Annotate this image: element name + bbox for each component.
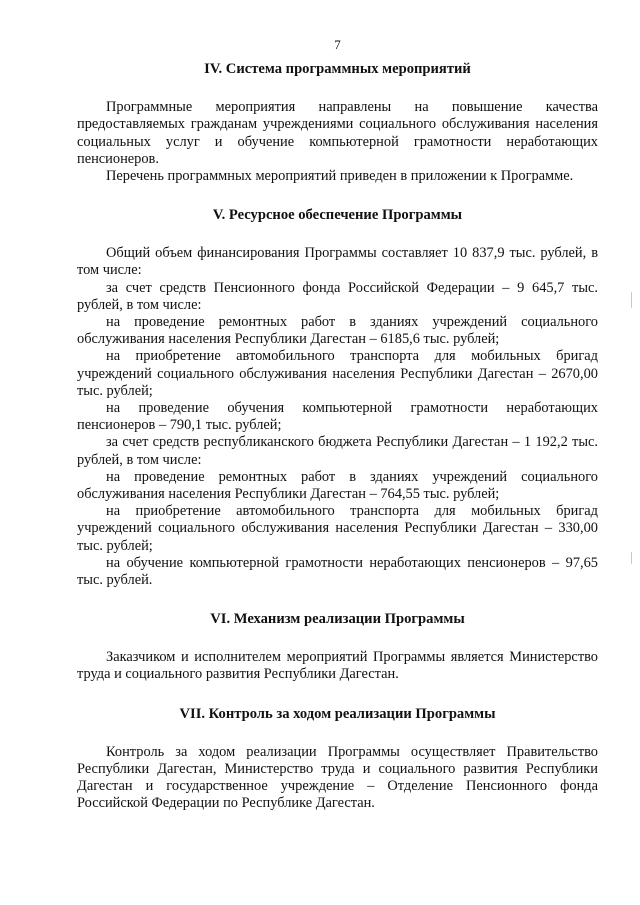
scan-mark: [631, 292, 632, 308]
scan-mark: [631, 552, 632, 564]
paragraph: на проведение ремонтных работ в зданиях учреждений социального обслуживания населения Республики Дагестан – 6185,6 тыс. рублей;: [77, 314, 598, 348]
paragraph: Контроль за ходом реализации Программы осуществляет Правительство Республики Дагестан, Министерство труда и социального развития Республики Дагестан и государственное учреждение – Отделение Пенсионного фонда Российской Федерации по Республике Дагестан.: [77, 743, 598, 812]
document-page: [77, 36, 598, 813]
section-heading: IV. Система программных мероприятий: [204, 61, 471, 78]
paragraph: Программные мероприятия направлены на повышение качества предоставляемых гражданам учреждениями социального обслуживания населения социальных услуг и обучение компьютерной грамотности неработающих пенсионеров.: [77, 99, 598, 167]
paragraph: Общий объем финансирования Программы составляет 10 837,9 тыс. рублей, в том числе:: [77, 245, 598, 279]
paragraph: Перечень программных мероприятий приведен в приложении к Программе.: [106, 168, 574, 185]
section-heading: VII. Контроль за ходом реализации Программы: [179, 705, 496, 722]
paragraph: на проведение ремонтных работ в зданиях учреждений социального обслуживания населения Республики Дагестан – 764,55 тыс. рублей;: [77, 468, 598, 503]
section-heading: V. Ресурсное обеспечение Программы: [212, 207, 463, 224]
section-vi: [77, 611, 598, 683]
section-vii: [77, 706, 598, 813]
paragraph: на проведение обучения компьютерной грамотности неработающих пенсионеров – 790,1 тыс. рублей;: [77, 400, 598, 434]
paragraph: Заказчиком и исполнителем мероприятий Программы является Министерство труда и социального развития Республики Дагестан.: [77, 649, 598, 683]
section-heading: VI. Механизм реализации Программы: [210, 611, 465, 628]
section-v: [77, 207, 598, 589]
paragraph: на приобретение автомобильного транспорта для мобильных бригад учреждений социального обслуживания населения Республики Дагестан – 330,00 тыс. рублей;: [77, 503, 598, 554]
section-iv: [77, 61, 598, 185]
paragraph: за счет средств Пенсионного фонда Российской Федерации – 9 645,7 тыс. рублей, в том числе:: [77, 279, 598, 313]
paragraph: на обучение компьютерной грамотности неработающих пенсионеров – 97,65 тыс. рублей.: [77, 554, 598, 589]
page-number: 7: [334, 37, 341, 52]
paragraph: за счет средств республиканского бюджета Республики Дагестан – 1 192,2 тыс. рублей, в том числе:: [77, 434, 598, 468]
paragraph: на приобретение автомобильного транспорта для мобильных бригад учреждений социального обслуживания населения Республики Дагестан – 2670,00 тыс. рублей;: [77, 348, 598, 399]
